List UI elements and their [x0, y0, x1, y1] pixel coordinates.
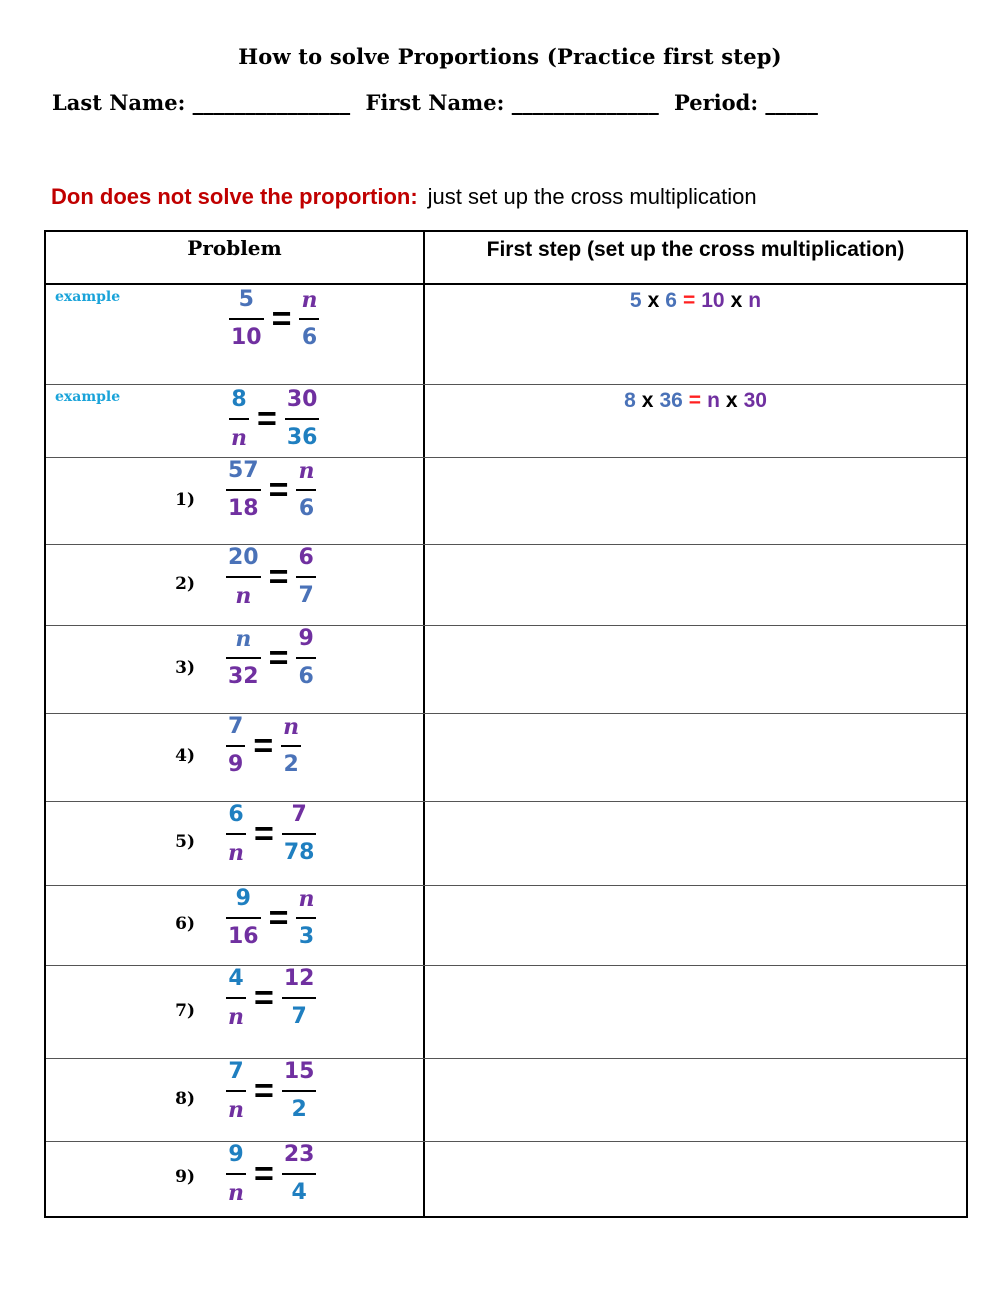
denominator: 18 — [228, 496, 259, 521]
right-fraction — [282, 1142, 317, 1206]
numerator: 5 — [238, 287, 254, 312]
denominator: n — [228, 1004, 244, 1030]
numerator: 7 — [291, 802, 307, 827]
right-fraction — [299, 287, 319, 351]
equals-sign: = — [268, 558, 289, 596]
problem-number: 4) — [175, 746, 195, 766]
table-row — [46, 886, 966, 966]
table-body — [46, 285, 966, 1216]
answer-token: 30 — [743, 389, 767, 412]
fraction-bar — [282, 997, 317, 999]
denominator: n — [231, 425, 247, 451]
fraction-bar — [226, 997, 246, 999]
fraction-bar — [226, 1090, 246, 1092]
proportion — [226, 886, 316, 950]
instruction-text: just set up the cross multiplication — [427, 184, 757, 209]
denominator: 4 — [291, 1180, 307, 1205]
problem-number: 6) — [175, 914, 195, 934]
numerator: n — [301, 287, 318, 313]
answer-token: x — [647, 289, 660, 312]
left-fraction — [226, 802, 246, 866]
fraction-bar — [226, 833, 246, 835]
cross-multiplication — [425, 389, 966, 413]
problems-table — [44, 230, 968, 1218]
left-fraction — [226, 1142, 246, 1206]
left-fraction — [229, 287, 264, 351]
answer-cell[interactable] — [425, 1142, 966, 1216]
numerator: 15 — [283, 1059, 315, 1084]
fraction-bar — [226, 576, 261, 578]
answer-token: 6 — [665, 289, 677, 312]
left-fraction — [226, 1059, 246, 1123]
example-label: example — [55, 389, 121, 405]
table-row — [46, 714, 966, 802]
fraction-bar — [285, 418, 320, 420]
header-problem: Problem — [187, 236, 282, 260]
problem-number: 5) — [175, 832, 195, 852]
fraction-bar — [299, 318, 319, 320]
answer-token: x — [725, 389, 738, 412]
answer-token: 8 — [624, 389, 636, 412]
table-row — [46, 626, 966, 714]
fraction-bar — [282, 1090, 317, 1092]
proportion — [229, 387, 319, 451]
instructions — [51, 184, 757, 210]
numerator: 23 — [283, 1142, 315, 1167]
fraction-bar — [282, 833, 317, 835]
equals-sign: = — [268, 899, 289, 937]
numerator: n — [235, 626, 252, 652]
proportion — [226, 1059, 316, 1123]
instruction-warning: Don does not solve the proportion: — [51, 184, 418, 209]
equals-sign: = — [253, 727, 274, 765]
answer-token: 5 — [629, 289, 642, 312]
right-fraction — [296, 626, 315, 690]
problem-number: 7) — [175, 1000, 195, 1021]
fraction-bar — [296, 657, 315, 659]
proportion — [226, 802, 316, 866]
table-header — [46, 232, 966, 285]
first-name-field[interactable]: First Name: ______________ — [365, 90, 659, 115]
answer-cell[interactable] — [425, 802, 966, 885]
proportion — [226, 1142, 316, 1206]
denominator: n — [235, 583, 252, 609]
denominator: n — [228, 1097, 244, 1123]
problem-number: 3) — [175, 658, 195, 678]
equals-sign: = — [254, 1072, 274, 1110]
proportion — [226, 458, 316, 522]
numerator: 7 — [228, 714, 244, 739]
numerator: n — [283, 714, 300, 740]
numerator: 6 — [228, 802, 244, 827]
problem-number: 2) — [175, 573, 195, 594]
denominator: 7 — [291, 1004, 307, 1029]
fraction-bar — [296, 576, 315, 578]
fraction-bar — [226, 657, 261, 659]
answer-cell[interactable] — [425, 714, 966, 801]
right-fraction — [285, 387, 320, 451]
numerator: 4 — [228, 966, 244, 991]
fraction-bar — [229, 318, 264, 320]
answer-cell[interactable] — [425, 545, 966, 625]
denominator: 2 — [291, 1097, 307, 1122]
answer-cell[interactable] — [425, 385, 966, 457]
numerator: 9 — [235, 886, 251, 911]
left-fraction — [226, 714, 245, 778]
answer-token: = — [682, 289, 696, 312]
name-fields — [52, 90, 826, 115]
answer-cell[interactable] — [425, 285, 966, 384]
left-fraction — [226, 458, 261, 522]
numerator: 12 — [283, 966, 315, 991]
proportion — [226, 626, 316, 690]
answer-token: x — [730, 289, 743, 312]
fraction-bar — [296, 917, 316, 919]
problem-number: 8) — [175, 1088, 195, 1109]
numerator: 9 — [228, 1142, 244, 1167]
equals-sign: = — [271, 300, 292, 338]
right-fraction — [296, 545, 315, 609]
cross-multiplication — [425, 289, 966, 313]
denominator: 9 — [228, 752, 244, 777]
header-first-step: First step (set up the cross multiplication) — [486, 238, 905, 261]
answer-cell[interactable] — [425, 458, 966, 544]
right-fraction — [296, 458, 316, 522]
denominator: 2 — [283, 752, 299, 777]
denominator: 6 — [298, 496, 315, 521]
answer-token: 10 — [701, 289, 725, 312]
answer-token: n — [748, 289, 762, 312]
table-row — [46, 966, 966, 1059]
denominator: 7 — [298, 583, 314, 608]
denominator: n — [228, 1180, 244, 1206]
equals-sign: = — [254, 979, 274, 1017]
numerator: n — [298, 886, 315, 912]
denominator: 3 — [298, 924, 315, 949]
equals-sign: = — [268, 471, 289, 509]
worksheet-title: How to solve Proportions (Practice first step) — [238, 44, 782, 69]
fraction-bar — [229, 418, 249, 420]
denominator: 78 — [283, 840, 315, 865]
proportion — [226, 545, 316, 609]
left-fraction — [226, 626, 261, 690]
answer-token: 36 — [659, 389, 683, 412]
denominator: 16 — [228, 924, 259, 949]
right-fraction — [296, 886, 316, 950]
denominator: 36 — [286, 425, 318, 450]
proportion — [229, 287, 319, 351]
answer-cell[interactable] — [425, 1059, 966, 1141]
right-fraction — [282, 1059, 317, 1123]
right-fraction — [281, 714, 301, 778]
denominator: 6 — [301, 325, 318, 350]
table-row — [46, 802, 966, 886]
numerator: 7 — [228, 1059, 244, 1084]
table-row — [46, 545, 966, 626]
denominator: 32 — [228, 664, 259, 689]
fraction-bar — [226, 1173, 246, 1175]
numerator: 30 — [286, 387, 318, 412]
last-name-field[interactable]: Last Name: _______________ — [52, 90, 351, 115]
denominator: 10 — [231, 325, 262, 350]
left-fraction — [229, 387, 249, 451]
numerator: n — [298, 458, 315, 484]
numerator: 9 — [298, 626, 314, 651]
denominator: 6 — [298, 664, 314, 689]
period-field[interactable]: Period: _____ — [674, 90, 818, 115]
table-row — [46, 1059, 966, 1142]
table-row — [46, 285, 966, 385]
fraction-bar — [282, 1173, 317, 1175]
answer-cell[interactable] — [425, 886, 966, 965]
problem-number: 1) — [175, 489, 195, 510]
proportion — [226, 714, 301, 778]
answer-token: = — [688, 389, 702, 412]
answer-token: n — [707, 389, 720, 412]
fraction-bar — [281, 745, 301, 747]
equals-sign: = — [257, 400, 277, 438]
proportion — [226, 966, 316, 1030]
fraction-bar — [226, 489, 261, 491]
table-row — [46, 385, 966, 458]
answer-cell[interactable] — [425, 966, 966, 1058]
table-row — [46, 1142, 966, 1216]
answer-token: x — [641, 389, 654, 412]
equals-sign: = — [254, 815, 274, 853]
numerator: 6 — [298, 545, 314, 570]
fraction-bar — [226, 745, 245, 747]
right-fraction — [282, 966, 317, 1030]
denominator: n — [228, 840, 244, 866]
left-fraction — [226, 545, 261, 609]
numerator: 20 — [228, 545, 259, 570]
example-label: example — [55, 289, 121, 305]
numerator: 8 — [231, 387, 247, 412]
answer-cell[interactable] — [425, 626, 966, 713]
left-fraction — [226, 886, 261, 950]
equals-sign: = — [254, 1155, 274, 1193]
equals-sign: = — [268, 639, 289, 677]
fraction-bar — [296, 489, 316, 491]
table-row — [46, 458, 966, 545]
problem-number: 9) — [175, 1167, 195, 1187]
numerator: 57 — [228, 458, 259, 483]
fraction-bar — [226, 917, 261, 919]
left-fraction — [226, 966, 246, 1030]
right-fraction — [282, 802, 317, 866]
